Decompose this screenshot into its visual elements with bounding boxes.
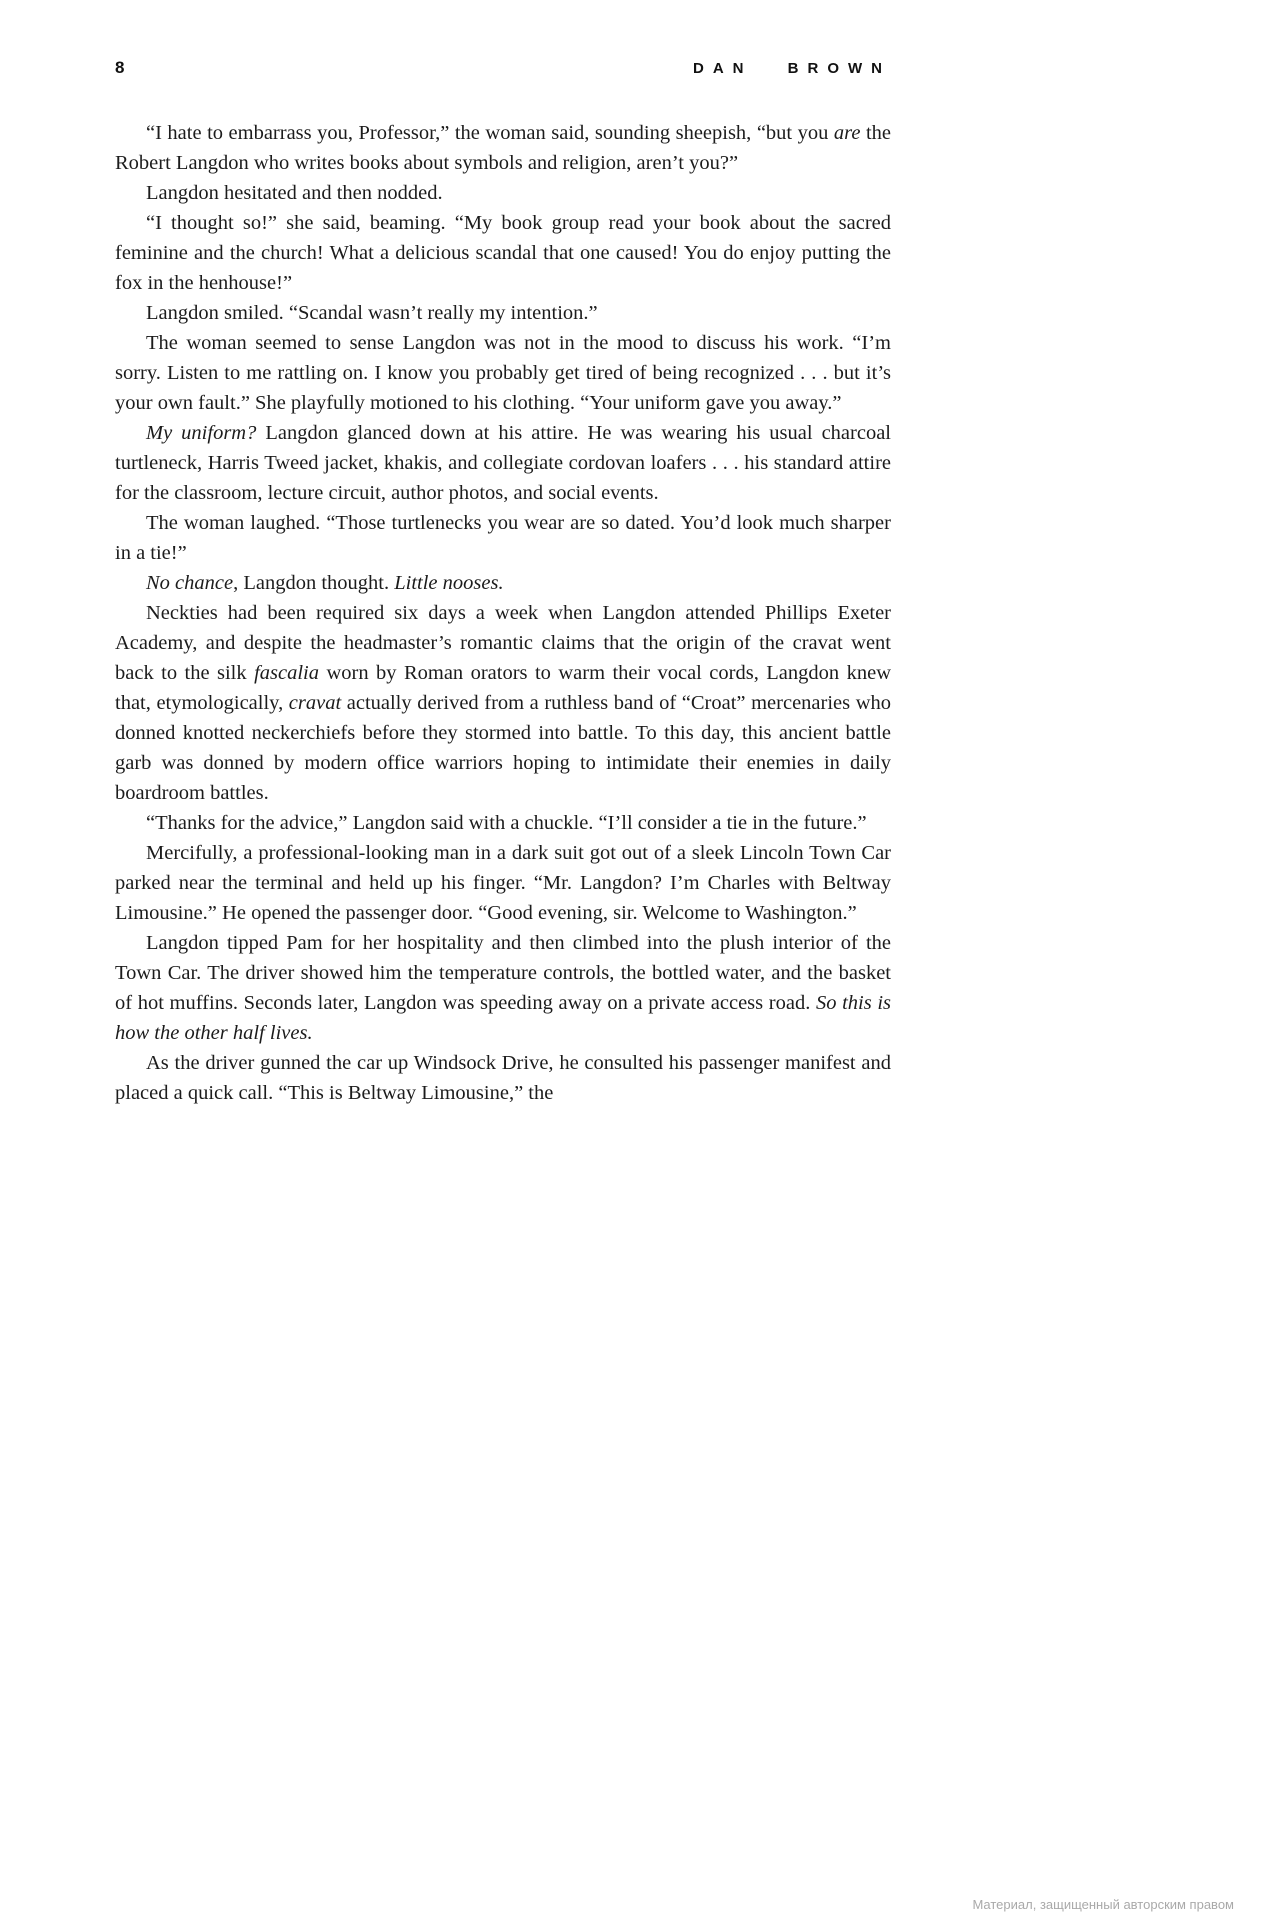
body-text: “Thanks for the advice,” Langdon said with a chuckle. “I’ll consider a tie in the future.” <box>146 812 867 834</box>
italic-text: fascalia <box>254 662 319 684</box>
body-text: , Langdon thought. <box>233 572 395 594</box>
body-text: Langdon smiled. “Scandal wasn’t really my intention.” <box>146 302 598 324</box>
body-text: the Robert Langdon who writes books about symbols and religion, aren’t you?” <box>115 122 892 174</box>
paragraph <box>115 508 891 568</box>
body-text: Langdon hesitated and then nodded. <box>146 182 443 204</box>
running-head-author: DAN BROWN <box>693 60 891 77</box>
italic-text: are <box>833 122 861 144</box>
body-text: worn by Roman orators to warm their vocal cords, Langdon knew that, etymologically, <box>115 662 891 714</box>
page-body <box>115 118 891 1108</box>
paragraph <box>115 838 891 928</box>
body-text: actually derived from a ruthless band of “Croat” mercenaries who donned knotted neckerchiefs before they stormed into battle. To this day, this ancient battle garb was donned by modern office warriors hoping to intimidate their enemies in daily boardroom battles. <box>115 692 892 804</box>
body-text: Langdon glanced down at his attire. He was wearing his usual charcoal turtleneck, Harris Tweed jacket, khakis, and collegiate cordovan loafers . . . his standard attire for the classroom, lecture circuit, author photos, and social events. <box>115 422 891 504</box>
italic-text: Little nooses. <box>394 572 504 594</box>
body-text: Mercifully, a professional-looking man in a dark suit got out of a sleek Lincoln Town Car parked near the terminal and held up his finger. “Mr. Langdon? I’m Charles with Beltway Limousine.” He opened the passenger door. “Good evening, sir. Welcome to Washington.” <box>115 842 891 924</box>
paragraph <box>115 118 891 178</box>
copyright-notice: Материал, защищенный авторским правом <box>972 1897 1234 1912</box>
body-text: “I thought so!” she said, beaming. “My book group read your book about the sacred feminine and the church! What a delicious scandal that one caused! You do enjoy putting the fox in the henhouse!” <box>115 212 891 294</box>
paragraph <box>115 928 891 1048</box>
body-text: The woman seemed to sense Langdon was not in the mood to discuss his work. “I’m sorry. Listen to me rattling on. I know you probably get tired of being recognized . . . but it’s your own fault.” She playfully motioned to his clothing. “Your uniform gave you away.” <box>115 332 891 414</box>
paragraph <box>115 418 891 508</box>
page-number: 8 <box>115 58 125 77</box>
paragraph <box>115 568 891 598</box>
body-text: Neckties had been required six days a week when Langdon attended Phillips Exeter Academy, and despite the headmaster’s romantic claims that the origin of the cravat went back to the silk <box>115 602 891 684</box>
paragraph <box>115 298 891 328</box>
page-header <box>115 58 891 78</box>
paragraph <box>115 808 891 838</box>
paragraph <box>115 1048 891 1108</box>
paragraph <box>115 178 891 208</box>
italic-text: So this is how the other half lives. <box>115 992 892 1044</box>
italic-text: cravat <box>288 692 342 714</box>
body-text: Langdon tipped Pam for her hospitality and then climbed into the plush interior of the Town Car. The driver showed him the temperature controls, the bottled water, and the basket of hot muffins. Seconds later, Langdon was speeding away on a private access road. <box>115 932 891 1014</box>
paragraph <box>115 208 891 298</box>
paragraph <box>115 598 891 808</box>
italic-text: My uniform? <box>146 422 257 444</box>
italic-text: No chance <box>146 572 234 594</box>
paragraph <box>115 328 891 418</box>
body-text: “I hate to embarrass you, Professor,” the woman said, sounding sheepish, “but you <box>146 122 834 144</box>
body-text: The woman laughed. “Those turtlenecks you wear are so dated. You’d look much sharper in a tie!” <box>115 512 891 564</box>
body-text: As the driver gunned the car up Windsock Drive, he consulted his passenger manifest and placed a quick call. “This is Beltway Limousine,” the <box>115 1052 891 1104</box>
